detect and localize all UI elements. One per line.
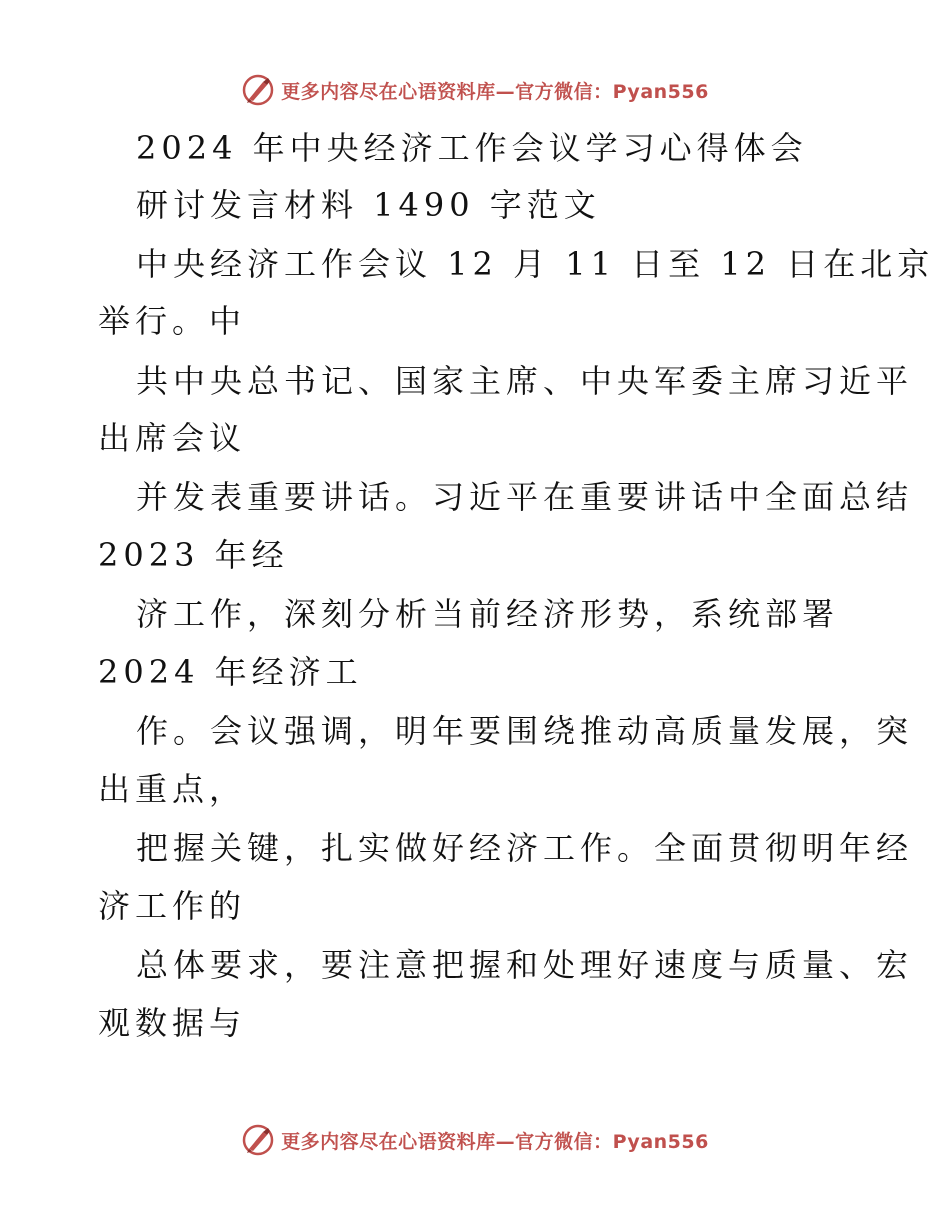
header-banner	[0, 70, 950, 110]
paragraph-line: 总体要求，要注意把握和处理好速度与质量、宏	[136, 946, 914, 984]
quill-pen-logo-icon	[241, 1123, 275, 1157]
footer-banner-text: 更多内容尽在心语资料库—官方微信：Pyan556	[281, 1130, 709, 1153]
document-title-line-1: 2024 年中央经济工作会议学习心得体会	[136, 129, 808, 167]
paragraph-line: 济工作，深刻分析当前经济形势，系统部署	[136, 595, 840, 633]
paragraph-line: 举行。中	[98, 302, 247, 340]
paragraph-line: 中央经济工作会议 12 月 11 日至 12 日在北京	[136, 245, 935, 283]
paragraph-line: 出席会议	[98, 419, 247, 457]
paragraph-line: 并发表重要讲话。习近平在重要讲话中全面总结	[136, 478, 914, 516]
paragraph-line: 2023 年经	[98, 536, 289, 574]
paragraph-line: 济工作的	[98, 887, 247, 925]
paragraph-line: 共中央总书记、国家主席、中央军委主席习近平	[136, 362, 914, 400]
paragraph-line: 把握关键，扎实做好经济工作。全面贯彻明年经	[136, 829, 914, 867]
document-title-line-2: 研讨发言材料 1490 字范文	[136, 186, 601, 224]
paragraph-line: 作。会议强调，明年要围绕推动高质量发展，突	[136, 712, 914, 750]
paragraph-line: 观数据与	[98, 1004, 247, 1042]
header-banner-text: 更多内容尽在心语资料库—官方微信：Pyan556	[281, 80, 709, 103]
footer-banner	[0, 1120, 950, 1160]
paragraph-line: 出重点，	[98, 770, 247, 808]
quill-pen-logo-icon	[241, 73, 275, 107]
paragraph-line: 2024 年经济工	[98, 653, 363, 691]
